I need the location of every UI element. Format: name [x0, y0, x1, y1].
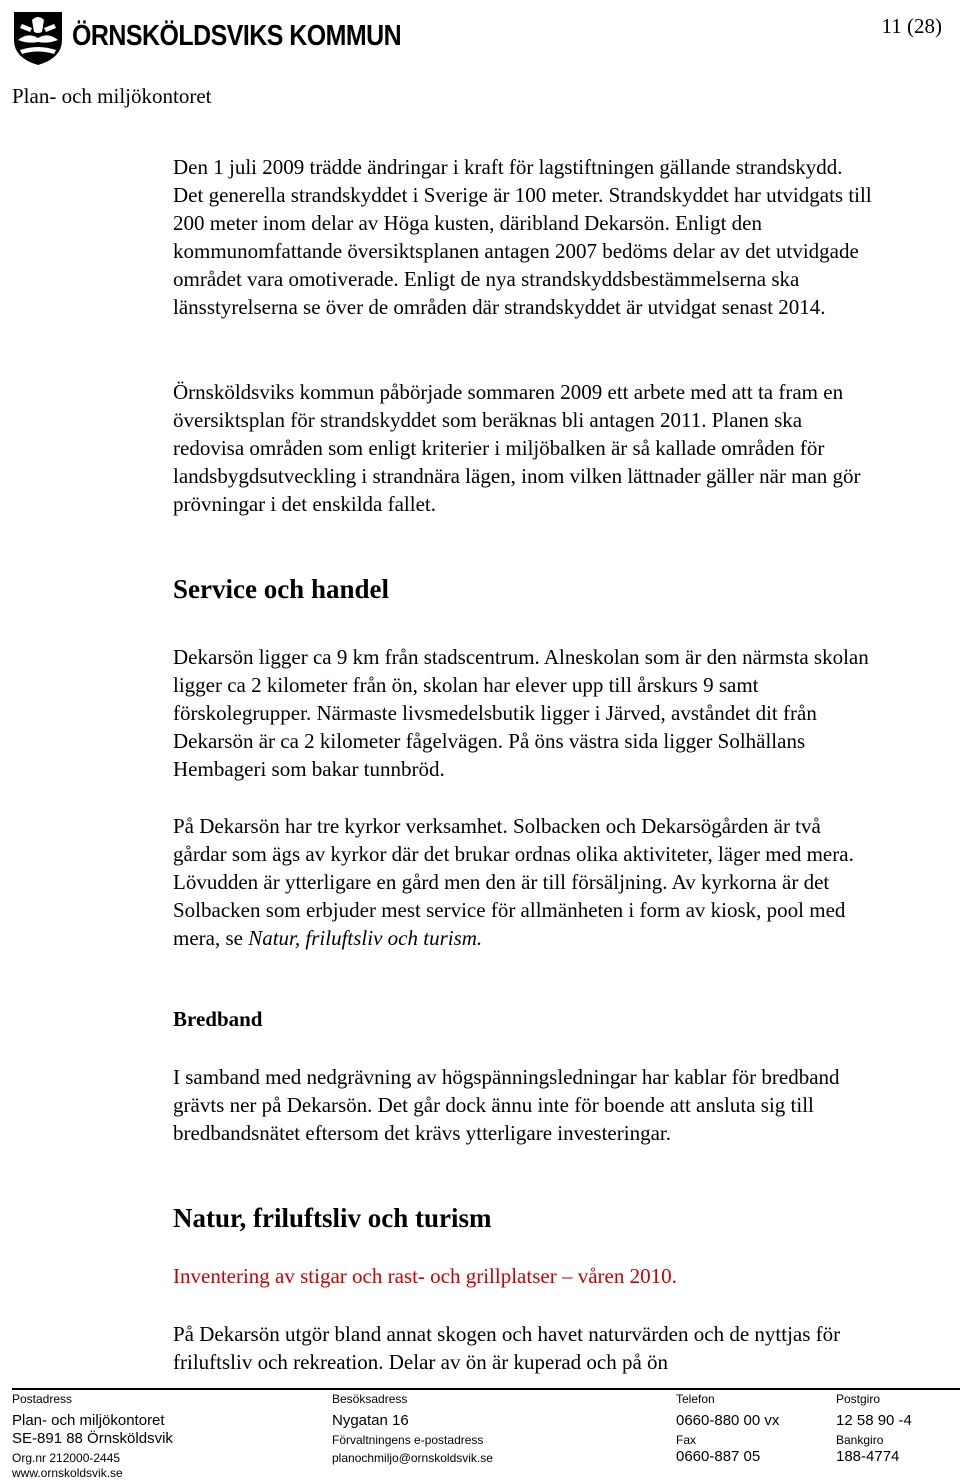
footer-street: Nygatan 16: [332, 1412, 409, 1429]
paragraph-kyrkor-text: På Dekarsön har tre kyrkor verksamhet. Solbacken och Dekarsögården är två gårdar som ägs av kyrkor där det brukar ordnas olika aktiviteter, läger med mera. Lövudden är ytterligare en gård men den är till försäljning. Av kyrkorna är det Solbacken som erbjuder mest service för allmänheten i form av kiosk, pool med mera, se: [173, 814, 854, 950]
footer-postal-address: SE-891 88 Örnsköldsvik: [12, 1430, 173, 1447]
footer-besoksadress-label: Besöksadress: [332, 1392, 408, 1406]
footer-orgnr: Org.nr 212000-2445: [12, 1451, 121, 1465]
cross-reference: Natur, friluftsliv och turism.: [248, 926, 483, 950]
department-name: Plan- och miljökontoret: [12, 84, 212, 108]
brand-wordmark: ÖRNSKÖLDSVIKS KOMMUN: [72, 20, 402, 52]
footer-bankgiro: 188-4774: [836, 1448, 900, 1465]
heading-service-och-handel: Service och handel: [173, 574, 389, 604]
footer-telefon-label: Telefon: [676, 1392, 715, 1406]
municipality-crest-icon: [12, 10, 64, 66]
footer-bankgiro-label: Bankgiro: [836, 1433, 884, 1447]
paragraph-strandskydd: Den 1 juli 2009 trädde ändringar i kraft för lagstiftningen gällande strandskydd. Det generella strandskyddet i Sverige är 100 meter. Strandskyddet har utvidgats till 200 meter inom delar av Höga kusten, däribland Dekarsön. Enligt den kommunomfattande översiktsplanen antagen 2007 bedöms delar av det utvidgade området vara omotiverade. Enligt de nya strandskyddsbestämmelserna ska länsstyrelserna se över de områden där strandskyddet är utvidgat senast 2014.: [173, 155, 872, 319]
page-number: 11 (28): [881, 14, 942, 38]
footer-fax: 0660-887 05: [676, 1448, 761, 1465]
inventory-note: Inventering av stigar och rast- och grillplatser – våren 2010.: [173, 1264, 677, 1288]
footer-email-link[interactable]: planochmiljo@ornskoldsvik.se: [332, 1451, 493, 1465]
footer-postgiro-label: Postgiro: [836, 1392, 881, 1406]
footer-org-name: Plan- och miljökontoret: [12, 1412, 165, 1429]
paragraph-service: Dekarsön ligger ca 9 km från stadscentrum. Alneskolan som är den närmsta skolan ligger ca 2 kilometer från ön, skolan har elever upp till årskurs 9 samt förskolegrupper. Närmaste livsmedelsbutik ligger i Järved, avståndet dit från Dekarsön är ca 2 kilometer fågelvägen. På öns västra sida ligger Solhällans Hembageri som bakar tunnbröd.: [173, 645, 869, 781]
footer-phone: 0660-880 00 vx: [676, 1412, 780, 1429]
footer-fax-label: Fax: [676, 1433, 697, 1447]
footer-website-link[interactable]: www.ornskoldsvik.se: [12, 1466, 123, 1480]
footer-postadress-label: Postadress: [12, 1392, 73, 1406]
footer-postgiro: 12 58 90 -4: [836, 1412, 912, 1429]
footer-email-label: Förvaltningens e-postadress: [332, 1433, 484, 1447]
paragraph-naturvarden: På Dekarsön utgör bland annat skogen och havet naturvärden och de nyttjas för friluftsliv och rekreation. Delar av ön är kuperad och på ön: [173, 1322, 841, 1374]
paragraph-kyrkor: [173, 812, 873, 952]
footer-divider: [12, 1388, 960, 1390]
heading-bredband: Bredband: [173, 1007, 263, 1031]
paragraph-oversiktsplan: Örnsköldsviks kommun påbörjade sommaren 2009 ett arbete med att ta fram en översiktsplan för strandskyddet som beräknas bli antagen 2011. Planen ska redovisa områden som enligt kriterier i miljöbalken är så kallade områden för landsbygdsutveckling i strandnära lägen, inom vilken lättnader gäller när man gör prövningar i det enskilda fallet.: [173, 380, 861, 516]
heading-natur-friluftsliv-turism: Natur, friluftsliv och turism: [173, 1203, 492, 1233]
paragraph-bredband: I samband med nedgrävning av högspänningsledningar har kablar för bredband grävts ner på Dekarsön. Det går dock ännu inte för boende att ansluta sig till bredbandsnätet eftersom det krävs ytterligare investeringar.: [173, 1065, 840, 1145]
